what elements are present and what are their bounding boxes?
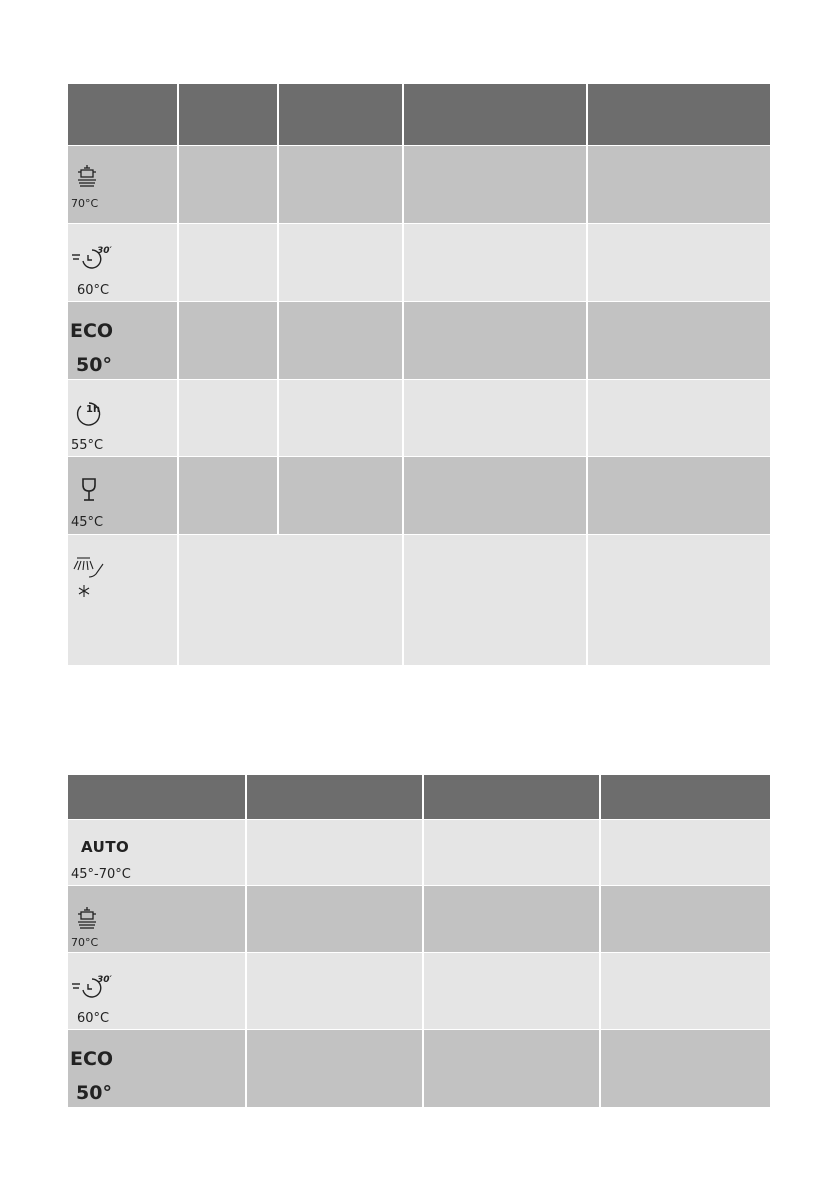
table-cell xyxy=(588,380,770,456)
table-row xyxy=(68,1030,770,1107)
program-temperature: 60°C xyxy=(77,1011,110,1026)
table-row xyxy=(68,886,770,952)
quick-30-icon xyxy=(71,971,117,999)
table-cell xyxy=(404,380,586,456)
glass-icon xyxy=(80,477,98,503)
svg-text:30′: 30′ xyxy=(97,246,112,256)
svg-text:30′: 30′ xyxy=(97,975,112,985)
table-cell xyxy=(588,302,770,379)
table-cell xyxy=(601,820,770,885)
table-row xyxy=(68,380,770,456)
table-cell xyxy=(588,457,770,534)
table-cell xyxy=(179,224,277,301)
table-cell xyxy=(404,457,586,534)
table-row xyxy=(68,820,770,885)
table-cell xyxy=(404,302,586,379)
program-cell xyxy=(68,886,245,952)
program-cell xyxy=(68,535,177,665)
quick-30-icon xyxy=(71,242,117,270)
table-cell xyxy=(279,457,402,534)
table-cell xyxy=(424,886,599,952)
table-cell xyxy=(404,146,586,223)
program-cell xyxy=(68,224,177,301)
program-temperature: 70°C xyxy=(71,197,99,210)
table-cell xyxy=(588,535,770,665)
program-table-2 xyxy=(68,775,770,1107)
table-cell xyxy=(179,302,277,379)
header-cell xyxy=(247,775,422,819)
header-cell xyxy=(68,775,245,819)
program-temperature: 45°C xyxy=(71,515,104,530)
table-row xyxy=(68,146,770,223)
program-cell xyxy=(68,1030,245,1107)
program-temperature: 45°-70°C xyxy=(71,867,131,882)
table-row xyxy=(68,302,770,379)
table-cell xyxy=(424,1030,599,1107)
program-cell xyxy=(68,953,245,1029)
table-header xyxy=(68,775,770,819)
table-cell xyxy=(588,224,770,301)
program-temperature: 55°C xyxy=(71,438,104,453)
svg-text:1h: 1h xyxy=(86,404,101,415)
one-hour-icon xyxy=(75,399,103,427)
eco-label: ECO xyxy=(70,1048,114,1070)
header-cell xyxy=(588,84,770,145)
table-cell xyxy=(404,224,586,301)
table-row xyxy=(68,224,770,301)
table-cell xyxy=(424,820,599,885)
table-cell xyxy=(588,146,770,223)
table-cell xyxy=(601,953,770,1029)
header-cell xyxy=(68,84,177,145)
program-table-1 xyxy=(68,84,770,665)
table-cell xyxy=(247,886,422,952)
table-cell xyxy=(279,224,402,301)
program-temperature: 70°C xyxy=(71,936,99,949)
program-cell xyxy=(68,457,177,534)
pot-intensive-icon xyxy=(76,163,98,189)
table-row xyxy=(68,535,770,665)
table-cell xyxy=(279,146,402,223)
pot-intensive-icon xyxy=(76,905,98,931)
program-cell xyxy=(68,380,177,456)
table-cell xyxy=(247,1030,422,1107)
header-cell xyxy=(601,775,770,819)
table-cell xyxy=(601,886,770,952)
header-cell xyxy=(404,84,586,145)
table-cell xyxy=(179,146,277,223)
program-temperature: 50° xyxy=(76,1082,112,1104)
rinse-hold-icon xyxy=(71,555,107,599)
table-cell xyxy=(404,535,586,665)
table-row xyxy=(68,953,770,1029)
table-cell xyxy=(247,953,422,1029)
auto-label: AUTO xyxy=(81,838,130,856)
header-cell xyxy=(279,84,402,145)
table-cell xyxy=(279,380,402,456)
program-cell xyxy=(68,302,177,379)
header-cell xyxy=(424,775,599,819)
eco-label: ECO xyxy=(70,320,114,342)
table-cell xyxy=(247,820,422,885)
header-cell xyxy=(179,84,277,145)
program-temperature: 60°C xyxy=(77,283,110,298)
table-cell xyxy=(279,302,402,379)
table-header xyxy=(68,84,770,145)
table-cell xyxy=(601,1030,770,1107)
table-cell xyxy=(179,535,402,665)
table-cell xyxy=(179,380,277,456)
program-cell xyxy=(68,146,177,223)
table-cell xyxy=(179,457,277,534)
table-cell xyxy=(424,953,599,1029)
program-cell xyxy=(68,820,245,885)
program-temperature: 50° xyxy=(76,354,112,376)
table-row xyxy=(68,457,770,534)
